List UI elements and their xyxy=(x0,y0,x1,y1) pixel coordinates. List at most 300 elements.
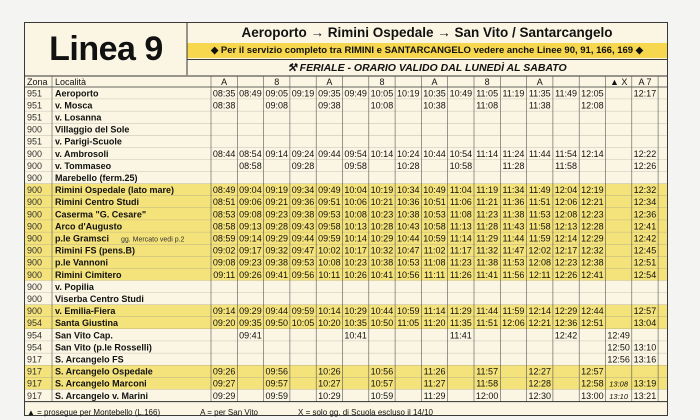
time-cell: 12:51 xyxy=(581,318,604,329)
zone-cell: 900 xyxy=(27,209,43,220)
time-cell: 12:30 xyxy=(528,390,552,401)
time-cell: 11:43 xyxy=(502,221,525,232)
time-cell: 12:42 xyxy=(554,330,578,341)
time-cell: 09:23 xyxy=(265,209,289,220)
zone-cell: 900 xyxy=(27,221,43,232)
stop-name: p.le Gramsci xyxy=(55,233,110,244)
time-cell: 13:19 xyxy=(633,378,657,389)
time-cell: 11:08 xyxy=(449,209,472,220)
time-cell: 13:10 xyxy=(609,391,629,401)
zone-cell: 900 xyxy=(27,269,43,280)
zone-cell: 900 xyxy=(27,185,43,196)
time-cell: 08:49 xyxy=(239,88,262,99)
time-cell: 10:19 xyxy=(396,88,420,99)
time-cell: 10:02 xyxy=(318,245,341,256)
time-cell: 10:58 xyxy=(423,221,446,232)
time-cell: 12:56 xyxy=(607,354,630,365)
time-cell: 09:41 xyxy=(239,330,262,341)
time-cell: 11:51 xyxy=(528,197,551,208)
time-cell: 09:08 xyxy=(265,100,289,111)
zone-cell: 900 xyxy=(27,160,43,171)
time-cell: 10:17 xyxy=(344,245,367,256)
timetable-grid xyxy=(25,23,667,407)
time-cell: 12:27 xyxy=(528,366,552,377)
time-cell: 11:47 xyxy=(502,245,525,256)
time-cell: 12:00 xyxy=(475,390,499,401)
time-cell: 10:24 xyxy=(396,148,420,159)
time-cell: 10:29 xyxy=(344,306,367,317)
time-cell: 08:59 xyxy=(212,233,236,244)
zone-cell: 900 xyxy=(27,197,43,208)
time-cell: 09:08 xyxy=(212,257,236,268)
time-cell: 10:35 xyxy=(423,88,446,99)
time-cell: 09:11 xyxy=(213,269,236,280)
time-cell: 10:23 xyxy=(344,257,367,268)
time-cell: 10:44 xyxy=(370,306,394,317)
time-cell: 12:21 xyxy=(581,197,604,208)
time-cell: 12:32 xyxy=(581,245,604,256)
time-cell: 12:57 xyxy=(633,306,657,317)
time-cell: 11:44 xyxy=(502,233,525,244)
time-cell: 11:51 xyxy=(476,318,499,329)
time-cell: 09:28 xyxy=(291,160,315,171)
time-cell: 10:50 xyxy=(370,318,394,329)
time-cell: 09:14 xyxy=(212,306,236,317)
column-flag: 8 xyxy=(379,77,385,87)
time-cell: 10:20 xyxy=(318,318,341,329)
time-cell: 12:26 xyxy=(633,160,657,171)
time-cell: 09:56 xyxy=(265,366,289,377)
time-cell: 11:58 xyxy=(555,160,577,171)
time-cell: 11:26 xyxy=(449,269,472,280)
time-cell: 12:08 xyxy=(528,257,552,268)
stop-name: p.le Vannoni xyxy=(55,257,109,268)
time-cell: 12:54 xyxy=(633,269,657,280)
time-cell: 10:44 xyxy=(396,233,420,244)
time-cell: 09:57 xyxy=(265,378,289,389)
time-cell: 12:17 xyxy=(554,245,578,256)
schedule-validity: ⚒ FERIALE - ORARIO VALIDO DAL LUNEDÌ AL SABATO xyxy=(187,59,667,76)
time-cell: 12:45 xyxy=(633,245,657,256)
time-cell: 09:17 xyxy=(239,245,262,256)
time-cell: 09:08 xyxy=(239,209,262,220)
time-cell: 12:58 xyxy=(581,378,604,389)
time-cell: 11:38 xyxy=(476,257,499,268)
time-cell: 12:19 xyxy=(581,185,604,196)
zone-cell: 951 xyxy=(27,88,43,99)
time-cell: 11:11 xyxy=(423,269,446,280)
stop-name: Rimini FS (pens.B) xyxy=(55,245,136,256)
time-cell: 08:38 xyxy=(212,100,236,111)
time-cell: 09:19 xyxy=(291,88,315,99)
stop-name: v. Tommaseo xyxy=(55,160,112,171)
time-cell: 10:14 xyxy=(318,306,341,317)
zone-cell: 954 xyxy=(27,330,43,341)
time-cell: 10:04 xyxy=(344,185,367,196)
time-cell: 10:14 xyxy=(344,233,367,244)
time-cell: 10:53 xyxy=(423,209,446,220)
time-cell: 09:04 xyxy=(239,185,262,196)
time-cell: 09:14 xyxy=(239,233,262,244)
time-cell: 11:06 xyxy=(449,197,472,208)
stop-name: S. Arcangelo Marconi xyxy=(55,378,147,389)
time-cell: 12:02 xyxy=(528,245,552,256)
time-cell: 08:44 xyxy=(212,148,236,159)
column-flag: A xyxy=(431,77,438,87)
time-cell: 12:57 xyxy=(581,366,604,377)
time-cell: 12:32 xyxy=(633,185,657,196)
line-title: Linea 9 xyxy=(49,29,163,68)
time-cell: 10:38 xyxy=(396,209,420,220)
time-cell: 12:14 xyxy=(528,306,552,317)
time-cell: 11:59 xyxy=(528,233,551,244)
stop-name: San Vito Cap. xyxy=(55,330,113,341)
time-cell: 09:44 xyxy=(265,306,289,317)
time-cell: 09:19 xyxy=(265,185,289,196)
time-cell: 09:53 xyxy=(291,257,315,268)
time-cell: 10:36 xyxy=(396,197,420,208)
time-cell: 09:35 xyxy=(318,88,341,99)
time-cell: 10:14 xyxy=(370,148,394,159)
time-cell: 13:08 xyxy=(609,379,629,389)
time-cell: 10:05 xyxy=(370,88,394,99)
time-cell: 12:38 xyxy=(581,257,604,268)
time-cell: 13:10 xyxy=(633,342,657,353)
time-cell: 10:44 xyxy=(423,148,446,159)
time-cell: 08:53 xyxy=(212,209,236,220)
time-cell: 09:35 xyxy=(239,318,262,329)
stop-name: S. Arcangelo v. Marini xyxy=(55,390,149,401)
time-cell: 11:23 xyxy=(476,209,499,220)
time-cell: 09:27 xyxy=(212,378,236,389)
time-cell: 09:49 xyxy=(344,88,367,99)
time-cell: 10:59 xyxy=(370,390,394,401)
column-flag: A xyxy=(536,77,543,87)
stop-name: v. Ambrosoli xyxy=(55,148,109,159)
time-cell: 12:36 xyxy=(633,209,657,220)
time-cell: 11:21 xyxy=(476,197,499,208)
zone-cell: 900 xyxy=(27,148,43,159)
time-cell: 12:50 xyxy=(607,342,630,353)
zone-cell: 951 xyxy=(27,100,43,111)
time-cell: 08:54 xyxy=(239,148,262,159)
time-cell: 09:34 xyxy=(291,185,315,196)
time-cell: 11:08 xyxy=(476,100,499,111)
time-cell: 09:23 xyxy=(239,257,262,268)
stop-name: S. Arcangelo Ospedale xyxy=(55,366,153,377)
stop-name: Santa Giustina xyxy=(55,318,119,329)
stop-name: Arco d'Augusto xyxy=(55,221,123,232)
row-bg xyxy=(25,99,667,111)
time-cell: 08:35 xyxy=(212,88,236,99)
time-cell: 13:16 xyxy=(633,354,657,365)
zone-cell: 917 xyxy=(27,354,43,365)
time-cell: 12:41 xyxy=(633,221,657,232)
stop-name: v. Mosca xyxy=(55,100,93,111)
time-cell: 11:54 xyxy=(555,148,577,159)
time-cell: 11:58 xyxy=(476,378,499,389)
time-cell: 10:57 xyxy=(370,378,394,389)
stop-name: Viserba Centro Studi xyxy=(55,294,144,304)
zone-cell: 954 xyxy=(27,342,43,353)
time-cell: 09:05 xyxy=(265,88,289,99)
time-cell: 11:44 xyxy=(528,148,551,159)
stop-name: v. Popilia xyxy=(55,281,94,292)
time-cell: 11:28 xyxy=(502,160,525,171)
time-cell: 09:58 xyxy=(318,221,341,232)
zone-cell: 900 xyxy=(27,257,43,268)
time-cell: 10:49 xyxy=(449,88,473,99)
time-cell: 11:04 xyxy=(449,185,472,196)
column-flag: A xyxy=(326,77,333,87)
time-cell: 09:24 xyxy=(291,148,315,159)
time-cell: 10:29 xyxy=(318,390,341,401)
time-cell: 11:27 xyxy=(423,378,446,389)
time-cell: 12:29 xyxy=(581,233,604,244)
time-cell: 10:59 xyxy=(423,233,446,244)
stop-name: v. Losanna xyxy=(55,112,102,123)
time-cell: 08:58 xyxy=(239,160,262,171)
time-cell: 12:06 xyxy=(554,197,578,208)
time-cell: 11:20 xyxy=(423,318,446,329)
time-cell: 12:23 xyxy=(554,257,578,268)
time-cell: 12:34 xyxy=(633,197,657,208)
time-cell: 11:38 xyxy=(528,100,551,111)
time-cell: 12:41 xyxy=(581,269,604,280)
time-cell: 08:51 xyxy=(212,197,236,208)
time-cell: 12:44 xyxy=(581,306,604,317)
zone-cell: 900 xyxy=(27,294,43,304)
time-cell: 12:23 xyxy=(581,209,604,220)
time-cell: 09:44 xyxy=(318,148,341,159)
column-flag: A xyxy=(221,77,228,87)
legend-school-days: X = solo gg. di Scuola escluso il 14/10 xyxy=(298,407,433,417)
time-cell: 13:00 xyxy=(581,390,604,401)
time-cell: 10:51 xyxy=(423,197,446,208)
time-cell: 09:43 xyxy=(291,221,315,232)
zone-cell: 917 xyxy=(27,390,43,401)
time-cell: 09:44 xyxy=(291,233,315,244)
time-cell: 12:14 xyxy=(581,148,604,159)
zone-header: Zona xyxy=(27,77,48,87)
time-cell: 12:08 xyxy=(581,100,604,111)
time-cell: 10:11 xyxy=(318,269,341,280)
time-cell: 11:56 xyxy=(502,269,525,280)
time-cell: 09:29 xyxy=(212,390,236,401)
time-cell: 13:04 xyxy=(633,318,657,329)
column-flag: ▲ X xyxy=(609,77,628,87)
stop-name: Rimini Ospedale (lato mare) xyxy=(55,185,175,196)
time-cell: 12:49 xyxy=(607,330,630,341)
stop-name: Marebello (ferm.25) xyxy=(55,173,138,183)
time-cell: 09:50 xyxy=(265,318,289,329)
header-row-bg xyxy=(25,76,667,87)
time-cell: 09:06 xyxy=(239,197,262,208)
time-cell: 10:56 xyxy=(396,269,420,280)
time-cell: 10:21 xyxy=(370,197,394,208)
time-cell: 11:29 xyxy=(476,233,499,244)
time-cell: 11:29 xyxy=(449,306,472,317)
column-flag: A 7 xyxy=(638,77,652,87)
zone-cell: 900 xyxy=(27,233,43,244)
time-cell: 10:49 xyxy=(423,185,446,196)
time-cell: 10:08 xyxy=(318,257,341,268)
time-cell: 10:38 xyxy=(370,257,394,268)
time-cell: 12:17 xyxy=(633,88,657,99)
time-cell: 10:29 xyxy=(370,233,394,244)
time-cell: 09:26 xyxy=(239,269,262,280)
time-cell: 09:56 xyxy=(291,269,315,280)
time-cell: 09:54 xyxy=(344,148,367,159)
time-cell: 09:38 xyxy=(318,100,341,111)
time-cell: 12:22 xyxy=(633,148,657,159)
time-cell: 10:23 xyxy=(370,209,394,220)
zone-cell: 900 xyxy=(27,173,43,183)
time-cell: 11:05 xyxy=(476,88,499,99)
time-cell: 09:47 xyxy=(291,245,315,256)
time-cell: 12:11 xyxy=(528,269,551,280)
time-cell: 11:53 xyxy=(528,209,551,220)
time-cell: 11:26 xyxy=(423,366,446,377)
time-cell: 11:53 xyxy=(502,257,525,268)
time-cell: 11:49 xyxy=(528,185,551,196)
time-cell: 09:21 xyxy=(265,197,289,208)
column-flag: 8 xyxy=(484,77,490,87)
time-cell: 12:21 xyxy=(528,318,552,329)
time-cell: 11:29 xyxy=(423,390,446,401)
time-cell: 09:26 xyxy=(212,366,236,377)
time-cell: 11:14 xyxy=(476,148,499,159)
time-cell: 10:54 xyxy=(449,148,473,159)
stop-note: gg. Mercato vedi p.2 xyxy=(121,236,185,244)
time-cell: 11:28 xyxy=(476,221,499,232)
time-cell: 11:23 xyxy=(449,257,472,268)
time-cell: 11:49 xyxy=(555,88,577,99)
time-cell: 08:58 xyxy=(212,221,236,232)
time-cell: 11:05 xyxy=(397,318,420,329)
time-cell: 09:29 xyxy=(239,306,262,317)
time-cell: 12:36 xyxy=(554,318,578,329)
time-cell: 11:19 xyxy=(502,88,525,99)
zone-cell: 900 xyxy=(27,124,43,135)
time-cell: 10:26 xyxy=(344,269,367,280)
time-cell: 11:58 xyxy=(528,221,551,232)
time-cell: 11:38 xyxy=(502,209,525,220)
time-cell: 12:05 xyxy=(581,88,604,99)
zone-cell: 917 xyxy=(27,378,43,389)
row-bg xyxy=(25,111,667,123)
time-cell: 11:35 xyxy=(528,88,551,99)
time-cell: 09:20 xyxy=(212,318,236,329)
zone-cell: 951 xyxy=(27,112,43,123)
time-cell: 11:14 xyxy=(423,306,446,317)
time-cell: 10:59 xyxy=(396,306,420,317)
time-cell: 09:41 xyxy=(265,269,289,280)
stop-name: Aeroporto xyxy=(55,88,99,99)
zone-cell: 900 xyxy=(27,306,43,317)
time-cell: 10:13 xyxy=(344,221,367,232)
time-cell: 12:08 xyxy=(554,209,578,220)
zone-cell: 951 xyxy=(27,136,43,147)
stop-name: v. Parigi-Scuole xyxy=(55,136,122,147)
time-cell: 11:57 xyxy=(476,366,499,377)
time-cell: 10:43 xyxy=(396,221,420,232)
zone-cell: 900 xyxy=(27,245,43,256)
row-bg xyxy=(25,281,667,293)
time-cell: 12:28 xyxy=(528,378,552,389)
time-cell: 11:02 xyxy=(423,245,446,256)
stop-name: Caserma "G. Cesare" xyxy=(55,209,147,220)
stop-name: S. Arcangelo FS xyxy=(55,354,124,365)
time-cell: 10:38 xyxy=(423,100,446,111)
time-cell: 12:13 xyxy=(554,221,578,232)
time-cell: 12:06 xyxy=(502,318,525,329)
time-cell: 10:08 xyxy=(344,209,367,220)
zone-cell: 954 xyxy=(27,318,43,329)
time-cell: 09:38 xyxy=(265,257,289,268)
time-cell: 10:28 xyxy=(396,160,420,171)
time-cell: 11:08 xyxy=(423,257,446,268)
time-cell: 10:06 xyxy=(344,197,367,208)
time-cell: 09:02 xyxy=(212,245,236,256)
time-cell: 10:27 xyxy=(318,378,341,389)
time-cell: 11:41 xyxy=(476,269,499,280)
time-cell: 10:32 xyxy=(370,245,394,256)
time-cell: 10:41 xyxy=(370,269,394,280)
time-cell: 11:44 xyxy=(476,306,499,317)
time-cell: 10:05 xyxy=(291,318,315,329)
time-cell: 10:08 xyxy=(370,100,394,111)
time-cell: 09:28 xyxy=(265,221,289,232)
time-cell: 12:51 xyxy=(633,257,657,268)
time-cell: 10:53 xyxy=(396,257,420,268)
timetable-sheet xyxy=(24,22,668,416)
time-cell: 08:49 xyxy=(212,185,236,196)
service-note: ◆ Per il servizio completo tra RIMINI e SANTARCANGELO vedere anche Linee 90, 91, 166, 169 ◆ xyxy=(187,43,667,58)
time-cell: 11:24 xyxy=(502,148,525,159)
time-cell: 13:21 xyxy=(633,390,657,401)
time-cell: 09:59 xyxy=(265,390,289,401)
time-cell: 09:14 xyxy=(265,148,289,159)
time-cell: 10:34 xyxy=(396,185,420,196)
time-cell: 09:58 xyxy=(344,160,367,171)
time-cell: 11:34 xyxy=(502,185,525,196)
time-cell: 09:38 xyxy=(291,209,315,220)
time-cell: 09:49 xyxy=(318,185,341,196)
time-cell: 10:56 xyxy=(370,366,394,377)
time-cell: 10:26 xyxy=(318,366,341,377)
time-cell: 10:19 xyxy=(370,185,394,196)
time-cell: 09:36 xyxy=(291,197,315,208)
route-title: Aeroporto → Rimini Ospedale → San Vito / Santarcangelo xyxy=(241,25,613,40)
legend xyxy=(25,407,669,417)
stop-name: Rimini Centro Studi xyxy=(55,197,139,208)
time-cell: 10:35 xyxy=(344,318,367,329)
stop-name: San Vito (p.le Rosselli) xyxy=(55,342,152,353)
stop-name: Rimini Cimitero xyxy=(55,269,122,280)
time-cell: 11:32 xyxy=(476,245,499,256)
column-flag: 8 xyxy=(274,77,280,87)
time-cell: 11:19 xyxy=(476,185,499,196)
time-cell: 11:59 xyxy=(502,306,525,317)
time-cell: 12:42 xyxy=(633,233,657,244)
time-cell: 09:51 xyxy=(318,197,341,208)
time-cell: 11:36 xyxy=(502,197,525,208)
time-cell: 10:41 xyxy=(344,330,367,341)
time-cell: 10:58 xyxy=(449,160,473,171)
stop-name: v. Emilia-Fiera xyxy=(55,306,116,317)
stop-header: Località xyxy=(55,77,87,87)
